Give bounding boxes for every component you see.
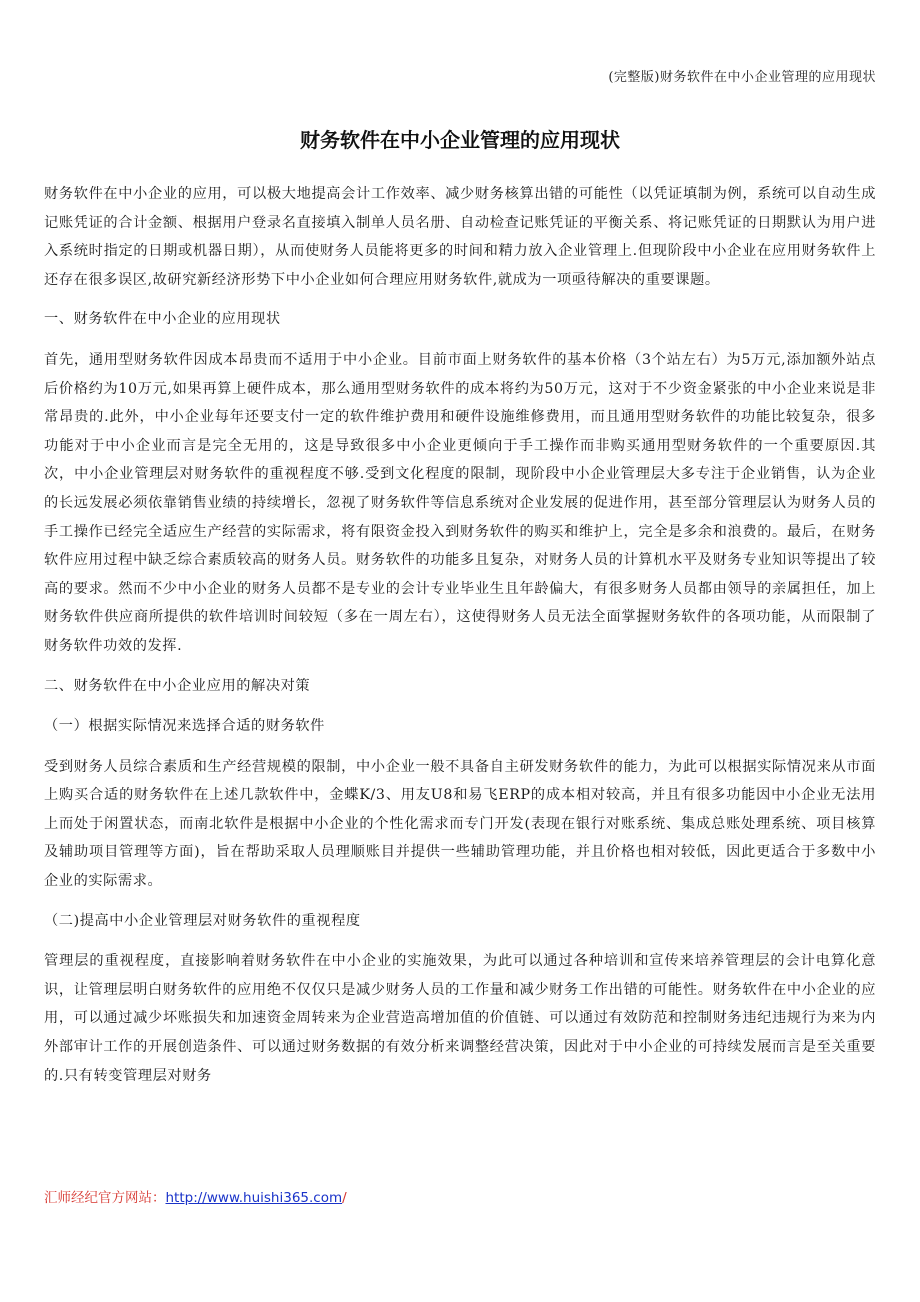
- subsection2-paragraph: 管理层的重视程度，直接影响着财务软件在中小企业的实施效果，为此可以通过各种培训和宣传来培养管理层的会计电算化意识，让管理层明白财务软件的应用绝不仅仅只是减少财务人员的工作量和减少财务工作出错的可能性。财务软件在中小企业的应用，可以通过减少坏账损失和加速资金周转来为企业营造高增加值的价值链、可以通过有效防范和控制财务违纪违规行为来为内外部审计工作的开展创造条件、可以通过财务数据的有效分析来调整经营决策，因此对于中小企业的可持续发展而言是至关重要的.只有转变管理层对财务: [44, 953, 876, 1084]
- section1-paragraph: 首先，通用型财务软件因成本昂贵而不适用于中小企业。目前市面上财务软件的基本价格（3个站左右）为5万元,添加额外站点后价格约为10万元,如果再算上硬件成本，那么通用型财务软件的成本将约为50万元，这对于不少资金紧张的中小企业来说是非常昂贵的.此外，中小企业每年还要支付一定的软件维护费用和硬件设施维修费用，而且通用型财务软件的功能比较复杂，很多功能对于中小企业而言是完全无用的，这是导致很多中小企业更倾向于手工操作而非购买通用型财务软件的一个重要原因.其次，中小企业管理层对财务软件的重视程度不够.受到文化程度的限制，现阶段中小企业管理层大多专注于企业销售，认为企业的长远发展必须依靠销售业绩的持续增长，忽视了财务软件等信息系统对企业发展的促进作用，甚至部分管理层认为财务人员的手工操作已经完全适应生产经营的实际需求，将有限资金投入到财务软件的购买和维护上，完全是多余和浪费的。最后，在财务软件应用过程中缺乏综合素质较高的财务人员。财务软件的功能多且复杂，对财务人员的计算机水平及财务专业知识等提出了较高的要求。然而不少中小企业的财务人员都不是专业的会计专业毕业生且年龄偏大，有很多财务人员都由领导的亲属担任，加上财务软件供应商所提供的软件培训时间较短（多在一周左右），这使得财务人员无法全面掌握财务软件的各项功能，从而限制了财务软件功效的发挥.: [44, 351, 876, 654]
- section2-heading: 二、财务软件在中小企业应用的解决对策: [44, 677, 311, 694]
- footer-trailing-slash: /: [342, 1190, 347, 1206]
- footer-site-link[interactable]: http://www.huishi365.com: [165, 1190, 343, 1206]
- subsection2-heading: （二)提高中小企业管理层对财务软件的重视程度: [44, 912, 361, 929]
- footer-site-label: 汇师经纪官方网站：: [44, 1190, 166, 1206]
- subsection1-heading: （一）根据实际情况来选择合适的财务软件: [44, 718, 325, 735]
- footer: [44, 1186, 347, 1206]
- intro-paragraph: 财务软件在中小企业的应用，可以极大地提高会计工作效率、减少财务核算出错的可能性（以凭证填制为例，系统可以自动生成记账凭证的合计金额、根据用户登录名直接填入制单人员名册、自动检查记账凭证的平衡关系、将记账凭证的日期默认为用户进入系统时指定的日期或机器日期），从而使财务人员能将更多的时间和精力放入企业管理上.但现阶段中小企业在应用财务软件上还存在很多误区,故研究新经济形势下中小企业如何合理应用财务软件,就成为一项亟待解决的重要课题。: [44, 186, 876, 288]
- section1-heading: 一、财务软件在中小企业的应用现状: [44, 311, 281, 328]
- running-header: (完整版)财务软件在中小企业管理的应用现状: [608, 70, 876, 85]
- subsection1-paragraph: 受到财务人员综合素质和生产经营规模的限制，中小企业一般不具备自主研发财务软件的能力，为此可以根据实际情况来从市面上购买合适的财务软件在上述几款软件中，金蝶K/3、用友U8和易飞ERP的成本相对较高，并且有很多功能因中小企业无法用上而处于闲置状态，而南北软件是根据中小企业的个性化需求而专门开发(表现在银行对账系统、集成总账处理系统、项目核算及辅助项目管理等方面)，旨在帮助采取人员理顺账目并提供一些辅助管理功能，并且价格也相对较低，因此更适合于多数中小企业的实际需求。: [44, 758, 876, 890]
- document-title: 财务软件在中小企业管理的应用现状: [300, 128, 620, 152]
- document-body: [44, 180, 876, 1101]
